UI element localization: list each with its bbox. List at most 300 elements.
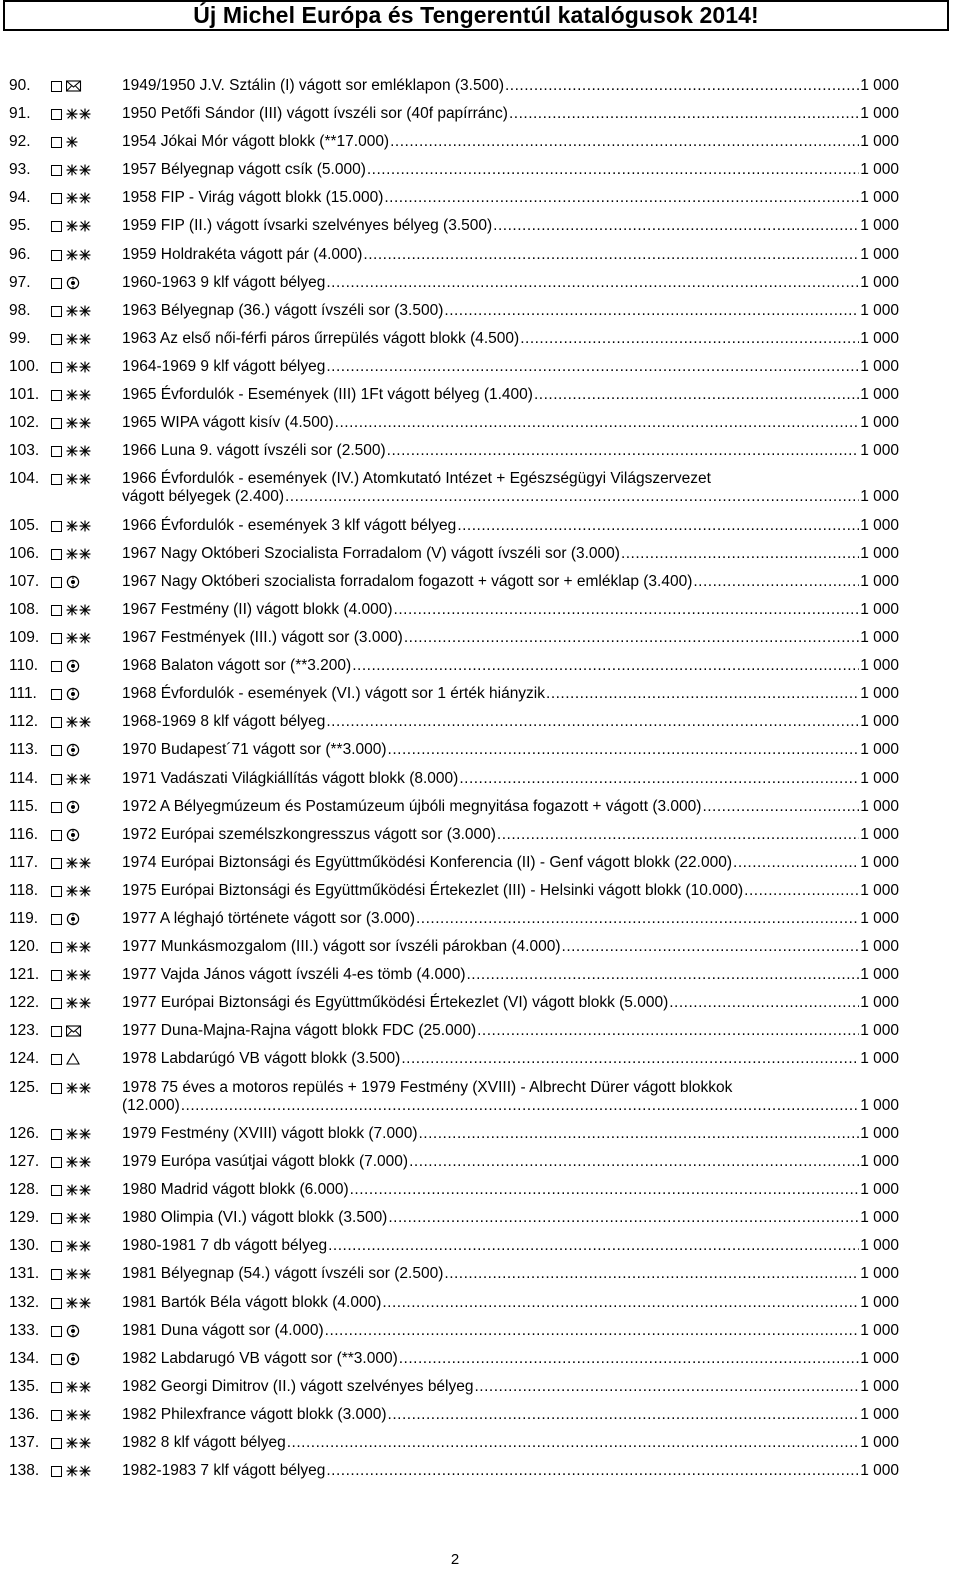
lot-price: 1 000	[860, 1153, 899, 1171]
double-star-icon	[66, 470, 96, 488]
double-star-icon	[66, 1434, 96, 1452]
double-star-icon	[66, 189, 96, 207]
lot-number: 133.	[9, 1321, 40, 1339]
lot-entry	[0, 1429, 960, 1457]
double-star-icon	[66, 770, 96, 788]
checkbox-icon	[51, 1269, 62, 1280]
checkbox-icon	[51, 278, 62, 289]
lot-description	[122, 713, 899, 731]
double-star-icon	[66, 601, 96, 619]
lot-text: 1982 Philexfrance vágott blokk (3.000)	[122, 1405, 387, 1423]
dot-leader	[287, 1434, 859, 1452]
lot-number: 91.	[9, 105, 31, 123]
double-star-icon	[66, 545, 96, 563]
lot-number: 106.	[9, 544, 40, 562]
lot-description	[122, 77, 899, 95]
lot-price: 1 000	[860, 1293, 899, 1311]
lot-number: 124.	[9, 1050, 40, 1068]
lot-price: 1 000	[860, 685, 899, 703]
lot-description	[122, 1294, 899, 1312]
lot-entry	[0, 437, 960, 465]
postmark-icon	[66, 274, 96, 292]
dot-leader	[509, 105, 859, 123]
lot-price: 1 000	[860, 1434, 899, 1451]
checkbox-icon	[51, 1157, 62, 1168]
lot-entry	[0, 849, 960, 877]
lot-text: 1980 Olimpia (VI.) vágott blokk (3.500)	[122, 1209, 388, 1227]
lot-price: 1 000	[860, 488, 899, 506]
lot-number: 127.	[9, 1153, 40, 1171]
double-star-icon	[66, 994, 96, 1012]
double-star-icon	[66, 217, 96, 235]
lot-number: 136.	[9, 1405, 40, 1423]
lot-description	[122, 545, 899, 563]
dot-leader	[733, 854, 859, 872]
lot-number: 104.	[9, 470, 40, 488]
dot-leader	[326, 274, 859, 292]
lot-entry	[0, 353, 960, 381]
page-number: 2	[450, 1551, 460, 1568]
lot-price: 1 000	[860, 516, 899, 534]
lot-number: 95.	[9, 217, 31, 235]
lot-text: 1978 75 éves a motoros repülés + 1979 Festmény (XVIII) - Albrecht Dürer vágott blokkok	[122, 1078, 733, 1096]
dot-leader	[744, 882, 859, 900]
lot-price: 1 000	[860, 910, 899, 928]
double-star-icon	[66, 1378, 96, 1396]
lot-text: 1977 Munkásmozgalom (III.) vágott sor ívszéli párokban (4.000)	[122, 938, 561, 956]
lot-text: 1950 Petőfi Sándor (III) vágott ívszéli sor (40f papírránc)	[122, 105, 508, 123]
lot-text: 1978 Labdarúgó VB vágott blokk (3.500)	[122, 1050, 401, 1068]
lot-text: 1966 Évfordulók - események 3 klf vágott bélyeg	[122, 516, 457, 534]
double-star-icon	[66, 713, 96, 731]
lot-description	[122, 938, 899, 956]
lot-entry	[0, 1176, 960, 1204]
lot-number: 105.	[9, 516, 40, 534]
checkbox-icon	[51, 745, 62, 756]
checkbox-icon	[51, 362, 62, 373]
lot-description	[122, 657, 899, 675]
lot-text: 1960-1963 9 klf vágott bélyeg	[122, 273, 326, 291]
lot-number: 120.	[9, 938, 40, 956]
lot-text: 1949/1950 J.V. Sztálin (I) vágott sor emléklapon (3.500)	[122, 77, 504, 94]
lot-description	[122, 330, 899, 348]
lot-description	[122, 302, 899, 320]
dot-leader	[497, 826, 859, 844]
dot-leader	[325, 1322, 860, 1340]
lot-entry	[0, 821, 960, 849]
checkbox-icon	[51, 1410, 62, 1421]
lot-text: 1972 A Bélyegmúzeum és Postamúzeum újbóli megnyitása fogazott + vágott (3.000)	[122, 797, 702, 815]
lot-price: 1 000	[860, 77, 899, 94]
dot-leader	[621, 545, 859, 563]
lot-number: 119.	[9, 910, 39, 928]
postmark-icon	[66, 1350, 96, 1368]
lot-description	[122, 910, 899, 928]
checkbox-icon	[51, 1354, 62, 1365]
lot-text: 1959 Holdrakéta vágott pár (4.000)	[122, 245, 363, 263]
lot-text: (12.000)	[122, 1096, 180, 1114]
lot-text: 1967 Festmények (III.) vágott sor (3.000)	[122, 629, 403, 647]
dot-leader	[459, 770, 859, 788]
lot-entry	[0, 1120, 960, 1148]
double-star-icon	[66, 966, 96, 984]
double-star-icon	[66, 629, 96, 647]
lot-number: 94.	[9, 189, 31, 207]
lot-text: 1982 8 klf vágott bélyeg	[122, 1434, 286, 1451]
lot-entry	[0, 241, 960, 269]
lot-price: 1 000	[860, 797, 899, 815]
postmark-icon	[66, 657, 96, 675]
dot-leader	[285, 488, 859, 506]
lot-number: 100.	[9, 357, 40, 375]
checkbox-icon	[51, 306, 62, 317]
lot-description	[122, 573, 899, 591]
dot-leader	[326, 713, 859, 731]
lot-number: 135.	[9, 1377, 40, 1395]
dot-leader	[335, 414, 860, 432]
lot-entry	[0, 269, 960, 297]
lot-price: 1 000	[860, 713, 899, 731]
double-star-icon	[66, 414, 96, 432]
lot-description	[122, 1209, 899, 1227]
checkbox-icon	[51, 1326, 62, 1337]
lot-text: 1979 Európa vasútjai vágott blokk (7.000)	[122, 1153, 409, 1171]
lot-number: 116.	[9, 825, 39, 843]
lot-entry	[0, 1401, 960, 1429]
lot-entry	[0, 568, 960, 596]
lot-price: 1 000	[860, 825, 899, 843]
dot-leader	[394, 601, 860, 619]
lot-text: vágott bélyegek (2.400)	[122, 488, 284, 506]
double-star-icon	[66, 330, 96, 348]
lot-number: 92.	[9, 133, 31, 151]
lot-text: 1966 Évfordulók - események (IV.) Atomkutató Intézet + Egészségügyi Világszervezet	[122, 470, 711, 488]
lot-entry	[0, 961, 960, 989]
lot-price: 1 000	[860, 1022, 899, 1040]
lot-text: 1981 Duna vágott sor (4.000)	[122, 1321, 324, 1339]
lot-entry	[0, 1317, 960, 1345]
lot-entry	[0, 465, 960, 511]
page-title: Új Michel Európa és Tengerentúl katalógusok 2014!	[193, 2, 759, 28]
double-star-icon	[66, 1265, 96, 1283]
checkbox-icon	[51, 221, 62, 232]
double-star-icon	[66, 1294, 96, 1312]
lot-price: 1 000	[860, 1321, 899, 1339]
lot-text: 1982 Labdarugó VB vágott sor (**3.000)	[122, 1349, 398, 1367]
double-star-icon	[66, 1209, 96, 1227]
lot-number: 101.	[9, 386, 40, 404]
postmark-icon	[66, 741, 96, 759]
triangle-icon	[66, 1050, 96, 1068]
lot-price: 1 000	[860, 133, 899, 151]
lot-description	[122, 798, 899, 816]
lot-description	[122, 685, 899, 703]
lot-description	[122, 882, 899, 900]
lot-price: 1 000	[860, 600, 899, 618]
lot-description	[122, 274, 899, 292]
lot-price: 1 000	[860, 273, 899, 291]
checkbox-icon	[51, 1241, 62, 1252]
dot-leader	[520, 330, 859, 348]
double-star-icon	[66, 938, 96, 956]
lot-price: 1 000	[860, 1349, 899, 1367]
dot-leader	[388, 1406, 860, 1424]
dot-leader	[382, 1294, 859, 1312]
lot-description	[122, 1434, 899, 1452]
lot-text: 1980-1981 7 db vágott bélyeg	[122, 1237, 328, 1255]
checkbox-icon	[51, 886, 62, 897]
lot-entry	[0, 100, 960, 128]
checkbox-icon	[51, 1026, 62, 1037]
lot-entry	[0, 325, 960, 353]
checkbox-icon	[51, 193, 62, 204]
lot-price: 1 000	[860, 245, 899, 263]
lot-price: 1 000	[860, 769, 899, 787]
postmark-icon	[66, 685, 96, 703]
lot-description	[122, 741, 899, 759]
lot-text: 1977 Vajda János vágott ívszéli 4-es tömb (4.000)	[122, 966, 466, 984]
lot-number: 112.	[9, 713, 39, 731]
lot-price: 1 000	[860, 1050, 899, 1068]
double-star-icon	[66, 854, 96, 872]
lot-description	[122, 189, 899, 207]
lot-number: 99.	[9, 329, 31, 347]
lot-number: 98.	[9, 301, 31, 319]
lot-text: 1967 Festmény (II) vágott blokk (4.000)	[122, 600, 393, 618]
lot-number: 121.	[9, 966, 40, 984]
lot-entry	[0, 381, 960, 409]
lot-number: 137.	[9, 1434, 40, 1451]
lot-entry	[0, 624, 960, 652]
lot-description	[122, 1237, 899, 1255]
lot-number: 90.	[9, 77, 31, 94]
checkbox-icon	[51, 1054, 62, 1065]
lot-text: 1977 A léghajó története vágott sor (3.000)	[122, 910, 415, 928]
lot-description	[122, 1050, 899, 1068]
dot-leader	[350, 1181, 860, 1199]
postmark-icon	[66, 573, 96, 591]
checkbox-icon	[51, 446, 62, 457]
checkbox-icon	[51, 81, 62, 92]
lot-price: 1 000	[860, 357, 899, 375]
double-star-icon	[66, 105, 96, 123]
lot-entry	[0, 1232, 960, 1260]
checkbox-icon	[51, 474, 62, 485]
checkbox-icon	[51, 250, 62, 261]
lot-description	[122, 217, 899, 235]
lot-number: 129.	[9, 1209, 40, 1227]
double-star-icon	[66, 1462, 96, 1480]
checkbox-icon	[51, 689, 62, 700]
lot-text: 1965 WIPA vágott kisív (4.500)	[122, 414, 334, 432]
lot-entry	[0, 297, 960, 325]
checkbox-icon	[51, 521, 62, 532]
lot-text: 1965 Évfordulók - Események (III) 1Ft vágott bélyeg (1.400)	[122, 386, 533, 404]
lot-text: 1968 Évfordulók - események (VI.) vágott sor 1 érték hiányzik	[122, 685, 546, 703]
double-star-icon	[66, 1237, 96, 1255]
lot-entry	[0, 540, 960, 568]
lot-description	[122, 966, 899, 984]
lot-description	[122, 1462, 899, 1480]
double-star-icon	[66, 442, 96, 460]
double-star-icon	[66, 246, 96, 264]
dot-leader	[326, 358, 859, 376]
lot-text: 1968-1969 8 klf vágott bélyeg	[122, 713, 326, 731]
catalog-header	[3, 0, 949, 31]
dot-leader	[475, 1378, 860, 1396]
lot-description	[122, 854, 899, 872]
dot-leader	[404, 629, 859, 647]
dot-leader	[505, 77, 859, 95]
double-star-icon	[66, 386, 96, 404]
lot-description	[122, 517, 899, 535]
lot-entry	[0, 1289, 960, 1317]
lot-entry	[0, 1345, 960, 1373]
lot-entry	[0, 512, 960, 540]
lot-number: 117.	[9, 853, 39, 871]
double-star-icon	[66, 1153, 96, 1171]
lot-price: 1 000	[860, 386, 899, 404]
lot-entry	[0, 596, 960, 624]
lot-description	[122, 1322, 899, 1340]
lot-entry	[0, 1074, 960, 1120]
lot-text: 1981 Bartók Béla vágott blokk (4.000)	[122, 1293, 382, 1311]
lot-number: 97.	[9, 273, 31, 291]
lot-number: 132.	[9, 1293, 40, 1311]
lot-price: 1 000	[860, 1124, 899, 1142]
lot-price: 1 000	[860, 1096, 899, 1114]
checkbox-icon	[51, 633, 62, 644]
lot-entry	[0, 989, 960, 1017]
lot-entry	[0, 156, 960, 184]
lot-price: 1 000	[860, 1462, 899, 1480]
checkbox-icon	[51, 577, 62, 588]
lot-text: 1959 FIP (II.) vágott ívsarki szelvényes bélyeg (3.500)	[122, 217, 493, 235]
lot-price: 1 000	[860, 966, 899, 984]
checkbox-icon	[51, 1382, 62, 1393]
lot-entry	[0, 184, 960, 212]
lot-description	[122, 1079, 899, 1115]
checkbox-icon	[51, 661, 62, 672]
envelope-icon	[66, 77, 96, 95]
checkbox-icon	[51, 1466, 62, 1477]
envelope-icon	[66, 1022, 96, 1040]
lot-text: 1982-1983 7 klf vágott bélyeg	[122, 1462, 326, 1480]
dot-leader	[467, 966, 860, 984]
double-star-icon	[66, 1181, 96, 1199]
lot-description	[122, 358, 899, 376]
lot-price: 1 000	[860, 161, 899, 179]
double-star-icon	[66, 1406, 96, 1424]
lot-entry	[0, 409, 960, 437]
lot-description	[122, 1378, 899, 1396]
dot-leader	[416, 910, 859, 928]
lot-price: 1 000	[860, 881, 899, 899]
lot-number: 113.	[9, 741, 39, 759]
checkbox-icon	[51, 774, 62, 785]
lot-entry	[0, 1373, 960, 1401]
lot-entry	[0, 1148, 960, 1176]
dot-leader	[387, 442, 860, 460]
dot-leader	[444, 302, 859, 320]
lot-number: 118.	[9, 881, 39, 899]
lot-price: 1 000	[860, 741, 899, 759]
lot-entry	[0, 680, 960, 708]
lot-number: 126.	[9, 1124, 40, 1142]
lot-number: 134.	[9, 1349, 40, 1367]
lot-number: 131.	[9, 1265, 40, 1283]
lot-description	[122, 1406, 899, 1424]
lot-number: 123.	[9, 1022, 40, 1040]
lot-price: 1 000	[860, 657, 899, 675]
lot-text: 1963 Bélyegnap (36.) vágott ívszéli sor (3.500)	[122, 301, 444, 319]
lot-entry	[0, 877, 960, 905]
lot-price: 1 000	[860, 414, 899, 432]
lot-number: 103.	[9, 442, 40, 460]
checkbox-icon	[51, 334, 62, 345]
lot-text: 1980 Madrid vágott blokk (6.000)	[122, 1181, 349, 1199]
lot-description	[122, 629, 899, 647]
checkbox-icon	[51, 1213, 62, 1224]
dot-leader	[390, 133, 859, 151]
lot-text: 1958 FIP - Virág vágott blokk (15.000)	[122, 189, 384, 207]
dot-leader	[181, 1097, 859, 1115]
dot-leader	[702, 798, 859, 816]
lot-text: 1964-1969 9 klf vágott bélyeg	[122, 357, 326, 375]
dot-leader	[693, 573, 859, 591]
lot-description	[122, 105, 899, 123]
checkbox-icon	[51, 418, 62, 429]
dot-leader	[352, 657, 859, 675]
lot-description	[122, 1153, 899, 1171]
dot-leader	[328, 1237, 859, 1255]
lot-entry	[0, 793, 960, 821]
lot-number: 122.	[9, 994, 40, 1012]
lot-number: 110.	[9, 657, 39, 675]
lot-entry	[0, 1457, 960, 1485]
lot-number: 115.	[9, 797, 39, 815]
checkbox-icon	[51, 1298, 62, 1309]
dot-leader	[534, 386, 859, 404]
lot-description	[122, 161, 899, 179]
lot-text: 1977 Duna-Majna-Rajna vágott blokk FDC (25.000)	[122, 1022, 477, 1040]
lot-price: 1 000	[860, 1209, 899, 1227]
dot-leader	[409, 1153, 859, 1171]
checkbox-icon	[51, 390, 62, 401]
lot-price: 1 000	[860, 105, 899, 123]
lot-number: 109.	[9, 629, 40, 647]
lot-description	[122, 1022, 899, 1040]
double-star-icon	[66, 517, 96, 535]
lot-number: 130.	[9, 1237, 40, 1255]
lot-description	[122, 1350, 899, 1368]
lot-entry	[0, 933, 960, 961]
lot-entry	[0, 1204, 960, 1232]
dot-leader	[326, 1462, 859, 1480]
lot-description	[122, 1265, 899, 1283]
double-star-icon	[66, 302, 96, 320]
lot-entry	[0, 1017, 960, 1045]
lot-description	[122, 386, 899, 404]
lot-description	[122, 246, 899, 264]
lot-entry	[0, 72, 960, 100]
lot-price: 1 000	[860, 442, 899, 460]
checkbox-icon	[51, 998, 62, 1009]
checkbox-icon	[51, 802, 62, 813]
postmark-icon	[66, 798, 96, 816]
double-star-icon	[66, 1125, 96, 1143]
lot-text: 1974 Európai Biztonsági és Együttműködési Konferencia (II) - Genf vágott blokk (22.000)	[122, 853, 733, 871]
